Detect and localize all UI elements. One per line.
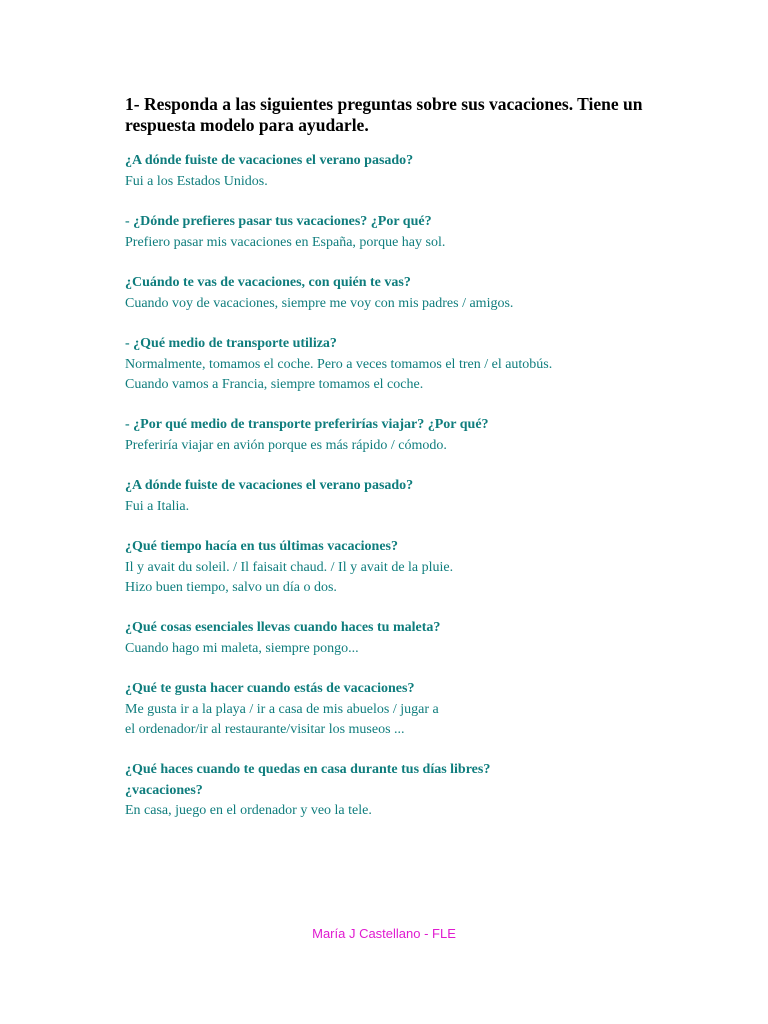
qa-item: [125, 618, 725, 679]
footer-credit: María J Castellano - FLE: [312, 926, 456, 941]
answer-text: Fui a Italia.: [125, 498, 190, 514]
question-text: - ¿Por qué medio de transporte preferirías viajar? ¿Por qué?: [125, 417, 489, 432]
qa-item: [125, 679, 725, 760]
answer-text: Preferiría viajar en avión porque es más rápido / cómodo.: [125, 437, 447, 453]
qa-item: [125, 212, 725, 273]
question-text: - ¿Dónde prefieres pasar tus vacaciones? ¿Por qué?: [125, 214, 432, 229]
qa-item: [125, 537, 725, 618]
answer-text: Fui a los Estados Unidos.: [125, 173, 268, 189]
question-text: ¿Cuándo te vas de vacaciones, con quién te vas?: [125, 275, 411, 290]
answer-text: En casa, juego en el ordenador y veo la tele.: [125, 803, 372, 818]
answer-text: Hizo buen tiempo, salvo un día o dos.: [125, 580, 337, 595]
qa-item: [125, 273, 725, 334]
question-text: ¿vacaciones?: [125, 782, 203, 798]
question-answer-list: [125, 151, 725, 822]
page-title: 1- Responda a las siguientes preguntas sobre sus vacaciones. Tiene un respuesta modelo para ayudarle.: [125, 94, 643, 135]
answer-text: Cuando vamos a Francia, siempre tomamos el coche.: [125, 377, 424, 392]
question-text: ¿Qué tiempo hacía en tus últimas vacaciones?: [125, 539, 398, 554]
qa-item: [125, 415, 725, 476]
qa-item: [125, 151, 725, 212]
question-text: ¿Qué te gusta hacer cuando estás de vacaciones?: [125, 681, 415, 696]
qa-item: [125, 760, 725, 822]
answer-text: Il y avait du soleil. / Il faisait chaud. / Il y avait de la pluie.: [125, 559, 454, 575]
question-text: ¿Qué haces cuando te quedas en casa durante tus días libres?: [125, 762, 491, 777]
question-text: ¿Qué cosas esenciales llevas cuando haces tu maleta?: [125, 620, 441, 635]
answer-text: Normalmente, tomamos el coche. Pero a veces tomamos el tren / el autobús.: [125, 356, 553, 372]
question-text: ¿A dónde fuiste de vacaciones el verano pasado?: [125, 153, 414, 168]
answer-text: Me gusta ir a la playa / ir a casa de mis abuelos / jugar a: [125, 701, 439, 717]
answer-text: el ordenador/ir al restaurante/visitar los museos ...: [125, 722, 405, 737]
answer-text: Cuando voy de vacaciones, siempre me voy con mis padres / amigos.: [125, 295, 514, 311]
question-text: - ¿Qué medio de transporte utiliza?: [125, 336, 337, 351]
question-text: ¿A dónde fuiste de vacaciones el verano pasado?: [125, 478, 414, 493]
answer-text: Cuando hago mi maleta, siempre pongo...: [125, 640, 359, 656]
qa-item: [125, 476, 725, 537]
qa-item: [125, 334, 725, 415]
answer-text: Prefiero pasar mis vacaciones en España, porque hay sol.: [125, 234, 446, 250]
